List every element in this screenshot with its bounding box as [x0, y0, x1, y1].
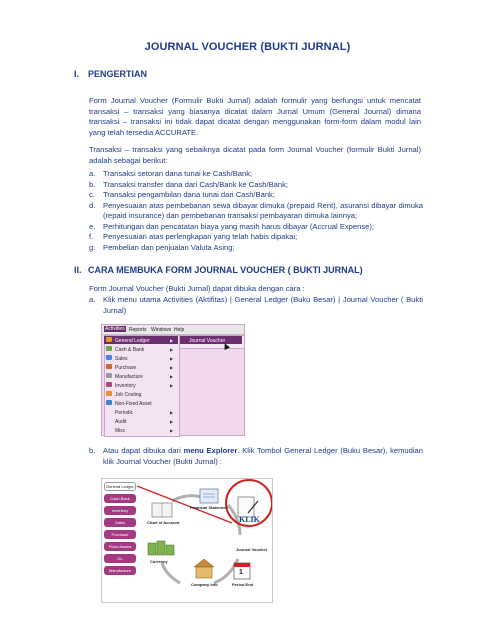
transaction-list — [89, 169, 423, 253]
list-item: d. Penyesuaian atas pembebanan sewa dibayar dimuka (prepaid Rent), asuransi dibayar dimuka (repaid insurance) dan pembebanan transaksi pembayaran dimuka lainnya; — [89, 200, 423, 220]
company-info-icon — [194, 559, 214, 567]
submenu-arrow-icon: ▶ — [170, 365, 174, 370]
menu-item-inventory: Inventory — [115, 382, 136, 389]
sidebar-button-general-ledger: General Ledger — [104, 482, 136, 491]
sidebar-button-inventory: Inventory — [104, 506, 136, 515]
sidebar-button-cash-bank: Cash Bank — [104, 494, 136, 503]
menu-help: Help — [174, 326, 185, 333]
menu-item-general-ledger: General Ledger — [115, 337, 150, 344]
label-period-end: Period End — [232, 582, 254, 587]
inventory-icon — [106, 382, 112, 387]
list-item: b. Atau dapat dibuka dari menu Explorer. Klik Tombol General Ledger (Buku Besar), kemudian klik Journal Voucher (Bukti Jurnal) : — [89, 446, 424, 466]
submenu-item-journal-voucher: Journal Voucher — [189, 337, 226, 344]
financial-statement-icon — [200, 489, 218, 503]
list-item: b. Transaksi transfer dana dari Cash/Bank ke Cash/Bank; — [89, 179, 289, 189]
label-currency: Currency — [150, 559, 168, 564]
bold-text: menu Explorer — [183, 446, 238, 455]
menu-item-audit: Audit — [115, 418, 127, 425]
flow-arrow — [172, 496, 202, 501]
sidebar-button-gl: GL — [104, 554, 136, 563]
label-journal-voucher: Journal Voucher — [236, 547, 268, 552]
manufacture-icon — [106, 373, 112, 378]
submenu-arrow-icon: ▶ — [170, 428, 174, 433]
section-title: PENGERTIAN — [88, 69, 148, 79]
submenu-arrow-icon: ▶ — [170, 410, 174, 415]
submenu-arrow-icon: ▶ — [170, 347, 174, 352]
menu-item-purchase: Purchase — [115, 364, 137, 371]
job-costing-icon — [106, 391, 112, 396]
cash-bank-icon — [106, 346, 112, 351]
menu-item-misc: Misc — [115, 427, 126, 434]
submenu-arrow-icon: ▶ — [170, 419, 174, 424]
menu-item-job-costing: Job Costing — [115, 391, 142, 398]
section-number: II. — [74, 265, 82, 275]
list-item: f. Penyesuaian atas perlengkapan yang telah habis dipakai; — [89, 232, 298, 241]
label-chart-of-account: Chart of Account — [147, 520, 180, 525]
menu-item-non-fixed-asset: Non-Fixed Asset — [115, 400, 152, 407]
menu-item-periodic: Periodic — [115, 409, 134, 416]
flow-arrow — [162, 563, 180, 583]
explorer-screenshot — [101, 478, 273, 603]
sidebar-button-fixed-assets: Fixed Assets — [104, 542, 136, 551]
submenu-arrow-icon: ▶ — [170, 374, 174, 379]
menu-screenshot — [101, 324, 245, 436]
submenu-arrow-icon: ▶ — [170, 338, 174, 343]
list-item: a. Transaksi setoran dana tunai ke Cash/Bank; — [89, 169, 253, 178]
paragraph: Form Journal Voucher (Formulir Bukti Jurnal) adalah formulir yang berfungsi untuk mencatat transaksi – transaksi yang biasanya dicatat dalam Jurnal Umum (General Journal) dimana transaksi – transaksi ini tidak dapat dicatat dengan menggunakan form-form dalam modul lain yang telah tersedia ACCURATE. — [89, 96, 421, 137]
klik-callout-text: KLIK — [239, 515, 260, 524]
menu-item-cash-bank: Cash & Bank — [115, 346, 145, 353]
label-company-info: Company Info — [191, 582, 218, 587]
section-title: CARA MEMBUKA FORM JOURNAL VOUCHER ( BUKTI JURNAL) — [88, 265, 363, 275]
submenu-arrow-icon: ▶ — [170, 383, 174, 388]
menu-activities: Activities — [105, 326, 125, 332]
general-ledger-icon — [106, 337, 112, 342]
sales-icon — [106, 355, 112, 360]
paragraph: Transaksi – transaksi yang sebaiknya dicatat pada form Journal Voucher (formulir Bukti Jurnal) adalah sebagai berikut: — [89, 145, 421, 165]
purchase-icon — [106, 364, 112, 369]
calendar-day: 1 — [239, 569, 243, 576]
sidebar-button-manufacture: Manufacture — [104, 566, 136, 575]
list-item: e. Perhitungan dan pencatatan biaya yang masih harus dibayar (Accrual Expense); — [89, 221, 375, 231]
paragraph: Form Journal Voucher (Bukti Jurnal) dapat dibuka dengan cara : — [89, 284, 305, 293]
currency-icon — [148, 543, 156, 555]
steps-list — [89, 295, 423, 316]
sidebar-button-purchase: Purchase — [104, 530, 136, 539]
submenu-arrow-icon: ▶ — [170, 356, 174, 361]
non-fixed-asset-icon — [106, 400, 112, 405]
menu-windows: Windows — [151, 326, 172, 333]
label-financial-statement: Financial Statement — [190, 505, 228, 510]
menu-item-sales: Sales — [115, 355, 128, 362]
menu-bar — [102, 325, 244, 335]
menu-reports: Reports — [129, 326, 147, 333]
menu-item-manufacture: Manufacture — [115, 373, 143, 380]
sidebar-button-sales: Sales — [104, 518, 136, 527]
list-item: g. Pembelian dan penjualan Valuta Asing; — [89, 242, 235, 252]
document-title: JOURNAL VOUCHER (BUKTI JURNAL) — [144, 41, 351, 53]
steps-list-b — [89, 446, 423, 467]
list-item: a. Klik menu utama Activities (Aktifitas) | General Ledger (Buku Besar) | Journal Voucher ( Bukti Jurnal) — [89, 295, 423, 315]
list-item: c. Transaksi pengambilan dana tunai dari Cash/Bank; — [89, 190, 275, 199]
section-number: I. — [74, 69, 80, 79]
